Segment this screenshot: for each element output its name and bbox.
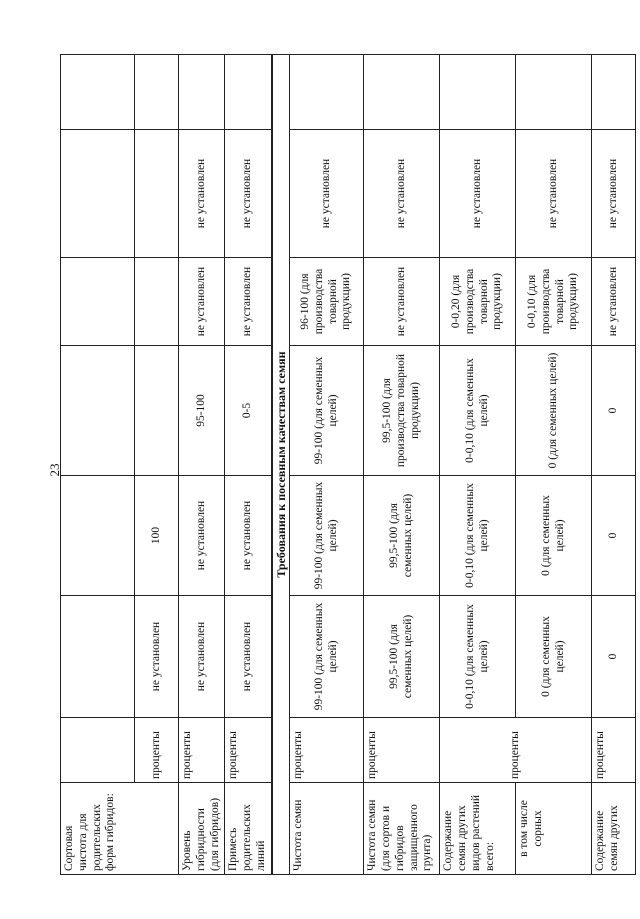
row-name-cell [61, 783, 179, 875]
value-cell [61, 258, 135, 346]
value-cell: 0-5 [225, 346, 272, 476]
value-cell: 99-100 (для семенных целей) [290, 346, 364, 476]
value-cell: 0 (для семенных целей) [516, 346, 592, 476]
value-cell: не установлен [225, 130, 272, 258]
table-row [61, 55, 135, 875]
value-cell: 0 [592, 476, 636, 596]
value-cell: не установлен [135, 596, 179, 718]
value-cell: 0-0,10 (для семенных целей) [440, 346, 516, 476]
seed-quality-table [60, 54, 636, 875]
value-cell: не установлен [225, 596, 272, 718]
value-cell: 0 (для семенных целей) [516, 596, 592, 718]
value-cell: 0-0,10 (для семенных целей) [440, 476, 516, 596]
empty-cell [225, 55, 272, 130]
empty-cell [516, 55, 592, 130]
row-name-cell: Содержание семян других [592, 783, 636, 875]
value-cell: 0-0,20 (для производства товарной продукции) [440, 258, 516, 346]
table-row [135, 55, 179, 875]
row-name-cell: Чистота семян [290, 783, 364, 875]
unit-cell: проценты [290, 718, 364, 783]
value-cell [135, 130, 179, 258]
row-name-cell: Чистота семян (для сортов и гибридов защищенного грунта) [364, 783, 440, 875]
value-cell: не установлен [290, 130, 364, 258]
row-name-cell: в том числе сорных [516, 783, 592, 875]
value-cell: не установлен [364, 258, 440, 346]
unit-cell: проценты [592, 718, 636, 783]
value-cell: 99,5-100 (для семенных целей) [364, 476, 440, 596]
value-cell: 95-100 [179, 346, 225, 476]
row-name-cell: Содержание семян других видов растений всего: [440, 783, 516, 875]
value-cell [61, 346, 135, 476]
row-name: Сортовая чистота для родительских форм гибридов: [63, 793, 117, 871]
value-cell: 99-100 (для семенных целей) [290, 476, 364, 596]
table-row [364, 55, 440, 875]
table-row [179, 55, 225, 875]
value-cell: 0-0,10 (для производства товарной продукции) [516, 258, 592, 346]
value-cell: не установлен [592, 130, 636, 258]
rotated-table-wrapper [60, 55, 620, 875]
value-cell: 96-100 (для производства товарной продукции) [290, 258, 364, 346]
value-cell: не установлен [179, 476, 225, 596]
value-cell: 99,5-100 (для производства товарной продукции) [364, 346, 440, 476]
empty-cell [290, 55, 364, 130]
page-number: 23 [47, 463, 62, 477]
value-cell: не установлен [592, 258, 636, 346]
empty-cell [135, 55, 179, 130]
section-title: Требования к посевным качествам семян [272, 55, 290, 875]
value-cell [135, 258, 179, 346]
unit-cell [135, 718, 179, 783]
table-row [272, 55, 290, 875]
value-cell [135, 346, 179, 476]
value-cell [61, 596, 135, 718]
empty-cell [440, 55, 516, 130]
table-row [592, 55, 636, 875]
value-cell: не установлен [364, 130, 440, 258]
value-cell: не установлен [179, 258, 225, 346]
unit-cell [61, 718, 135, 783]
empty-cell [61, 55, 135, 130]
row-name-cell: Уровень гибридности (для гибридов) [179, 783, 225, 875]
empty-cell [592, 55, 636, 130]
empty-cell [364, 55, 440, 130]
value-cell: 99,5-100 (для семенных целей) [364, 596, 440, 718]
value-cell: не установлен [179, 130, 225, 258]
value-cell: 0 [592, 596, 636, 718]
value-cell [61, 476, 135, 596]
value-cell: не установлен [179, 596, 225, 718]
value-cell: не установлен [225, 476, 272, 596]
value-cell [61, 130, 135, 258]
table-row [225, 55, 272, 875]
unit-cell: проценты [364, 718, 440, 783]
value-cell: не установлен [440, 130, 516, 258]
row-name-cell: Примесь родительских линий [225, 783, 272, 875]
value-cell: 0 [592, 346, 636, 476]
value-cell: 0-0,10 (для семенных целей) [440, 596, 516, 718]
value-cell: не установлен [516, 130, 592, 258]
value-cell: 99-100 (для семенных целей) [290, 596, 364, 718]
value-cell: не установлен [225, 258, 272, 346]
value-cell: 100 [135, 476, 179, 596]
table-row [440, 55, 516, 875]
unit-cell: проценты [440, 718, 592, 783]
unit-cell: проценты [179, 718, 225, 783]
value-cell: 0 (для семенных целей) [516, 476, 592, 596]
unit-cell: проценты [225, 718, 272, 783]
table-row [290, 55, 364, 875]
unit-text: проценты [149, 731, 162, 779]
empty-cell [179, 55, 225, 130]
